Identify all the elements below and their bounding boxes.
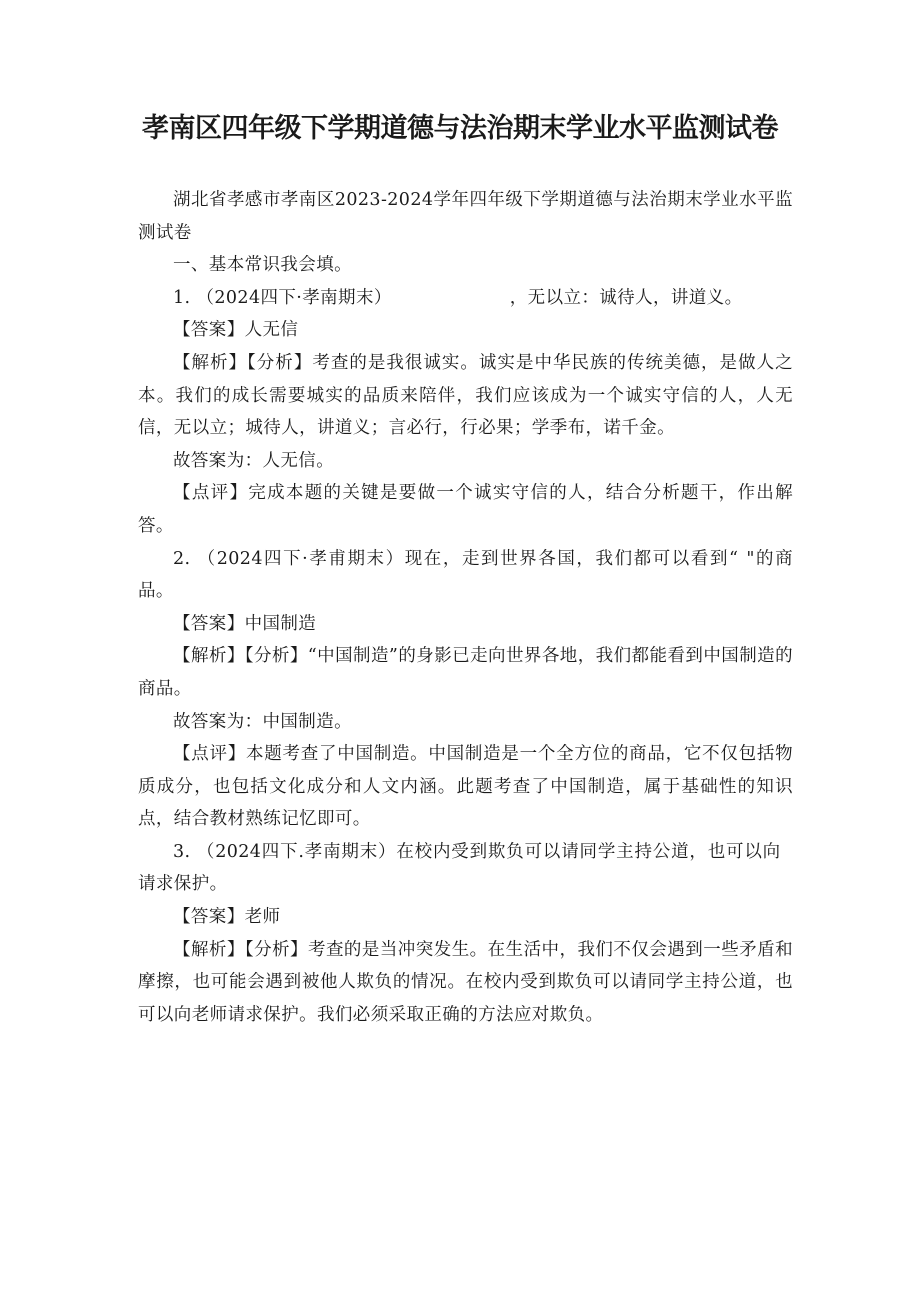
question-2-prefix: 2. （2024四下·孝甫期末）现在，走到世界各国，我们都可以看到“	[173, 548, 739, 569]
question-3-suffix: 请求保护。	[138, 874, 228, 895]
question-3-prefix: 3. （2024四下.孝南期末）在校内受到欺负可以请同学主持公道，也可以向	[173, 841, 781, 862]
question-3-analysis: 【解析】【分析】考查的是当冲突发生。在生活中，我们不仅会遇到一些矛盾和摩擦，也可能会遇到被他人欺负的情况。在校内受到欺负可以请同学主持公道，也可以向老师请求保护。我们必须采取正确的方法应对欺负。	[138, 939, 793, 1025]
intro-paragraph: 湖北省孝感市孝南区2023-2024学年四年级下学期道德与法治期末学业水平监测试卷	[138, 190, 793, 243]
question-1-prefix: 1. （2024四下·孝南期末）	[173, 287, 392, 308]
question-1-analysis: 【解析】【分析】考查的是我很诚实。诚实是中华民族的传统美德，是做人之本。我们的成长需要城实的品质来陪伴，我们应该成为一个诚实守信的人，人无信，无以立；城待人，讲道义；言必行，行必果；学季布，诺千金。	[138, 352, 793, 439]
question-2-final: 故答案为：中国制造。	[173, 711, 352, 732]
question-1	[138, 282, 793, 315]
section-heading: 一、基本常识我会填。	[173, 255, 352, 276]
question-2	[138, 543, 793, 608]
document-title: 孝南区四年级下学期道德与法治期末学业水平监测试卷	[142, 113, 778, 144]
question-2-answer: 【答案】中国制造	[173, 613, 317, 634]
document-body	[138, 184, 793, 1031]
question-3	[138, 836, 793, 901]
question-1-comment: 【点评】完成本题的关键是要做一个诚实守信的人，结合分析题干，作出解答。	[138, 483, 793, 536]
question-1-final: 故答案为：人无信。	[173, 450, 335, 471]
question-3-answer: 【答案】老师	[173, 907, 281, 928]
question-1-suffix: ，无以立：诚待人，讲道义。	[509, 287, 743, 308]
question-2-suffix: "的商品。	[138, 548, 793, 602]
question-2-analysis: 【解析】【分析】“中国制造”的身影已走向世界各地，我们都能看到中国制造的商品。	[138, 646, 793, 699]
question-1-answer: 【答案】人无信	[173, 320, 299, 341]
question-2-comment: 【点评】本题考查了中国制造。中国制造是一个全方位的商品，它不仅包括物质成分，也包括文化成分和人文内涵。此题考查了中国制造，属于基础性的知识点，结合教材熟练记忆即可。	[138, 744, 793, 830]
